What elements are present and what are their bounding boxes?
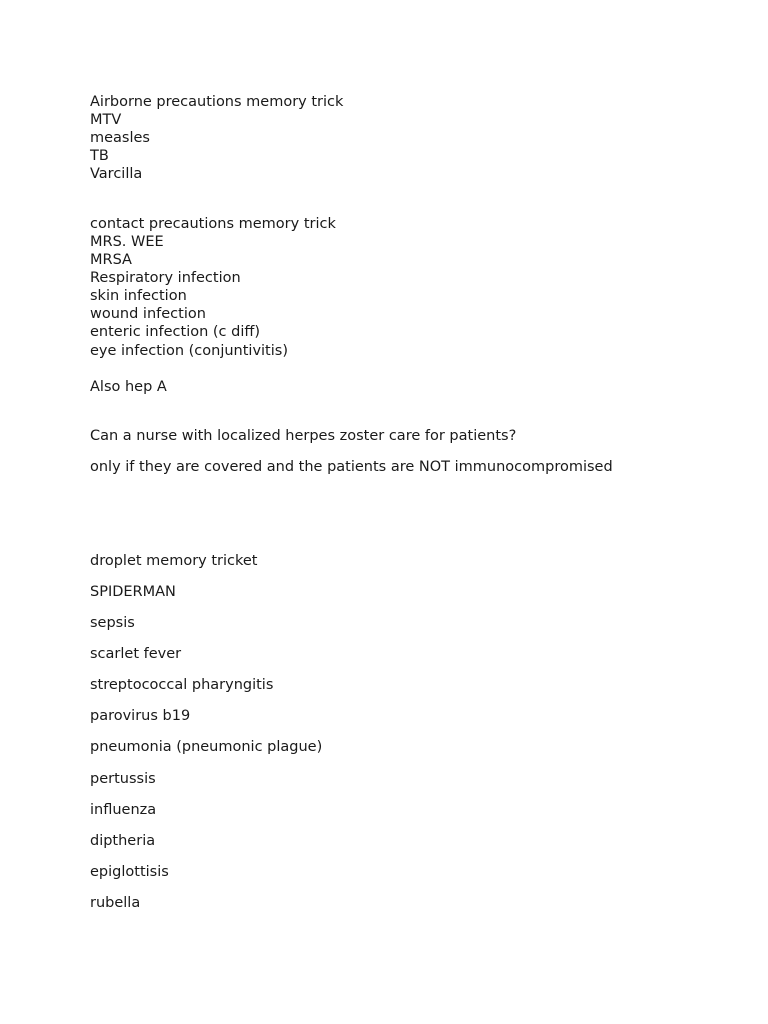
droplet-item: pneumonia (pneumonic plague) <box>90 739 323 755</box>
droplet-item: parovirus b19 <box>90 708 191 724</box>
airborne-item: MTV <box>90 112 122 128</box>
airborne-heading: Airborne precautions memory trick <box>90 94 344 110</box>
droplet-item: scarlet fever <box>90 646 182 662</box>
contact-item: wound infection <box>90 306 206 322</box>
contact-item: skin infection <box>90 288 187 304</box>
airborne-item: TB <box>90 148 109 164</box>
contact-item: Respiratory infection <box>90 270 241 286</box>
droplet-item: epiglottisis <box>90 864 169 880</box>
contact-heading: contact precautions memory trick <box>90 216 336 232</box>
airborne-item: measles <box>90 130 150 146</box>
droplet-item: sepsis <box>90 615 135 631</box>
droplet-item: pertussis <box>90 771 156 787</box>
answer-text: only if they are covered and the patients are NOT immunocompromised <box>90 459 613 475</box>
droplet-heading: droplet memory tricket <box>90 553 258 569</box>
droplet-item: rubella <box>90 895 141 911</box>
airborne-item: Varcilla <box>90 166 143 182</box>
droplet-item: diptheria <box>90 833 156 849</box>
droplet-item: streptococcal pharyngitis <box>90 677 274 693</box>
contact-item: MRS. WEE <box>90 234 164 250</box>
contact-item: MRSA <box>90 252 132 268</box>
droplet-item: influenza <box>90 802 157 818</box>
contact-also-note: Also hep A <box>90 379 167 395</box>
contact-item: eye infection (conjuntivitis) <box>90 343 288 359</box>
droplet-item: SPIDERMAN <box>90 584 176 600</box>
contact-item: enteric infection (c diff) <box>90 324 261 340</box>
question-text: Can a nurse with localized herpes zoster care for patients? <box>90 428 517 444</box>
